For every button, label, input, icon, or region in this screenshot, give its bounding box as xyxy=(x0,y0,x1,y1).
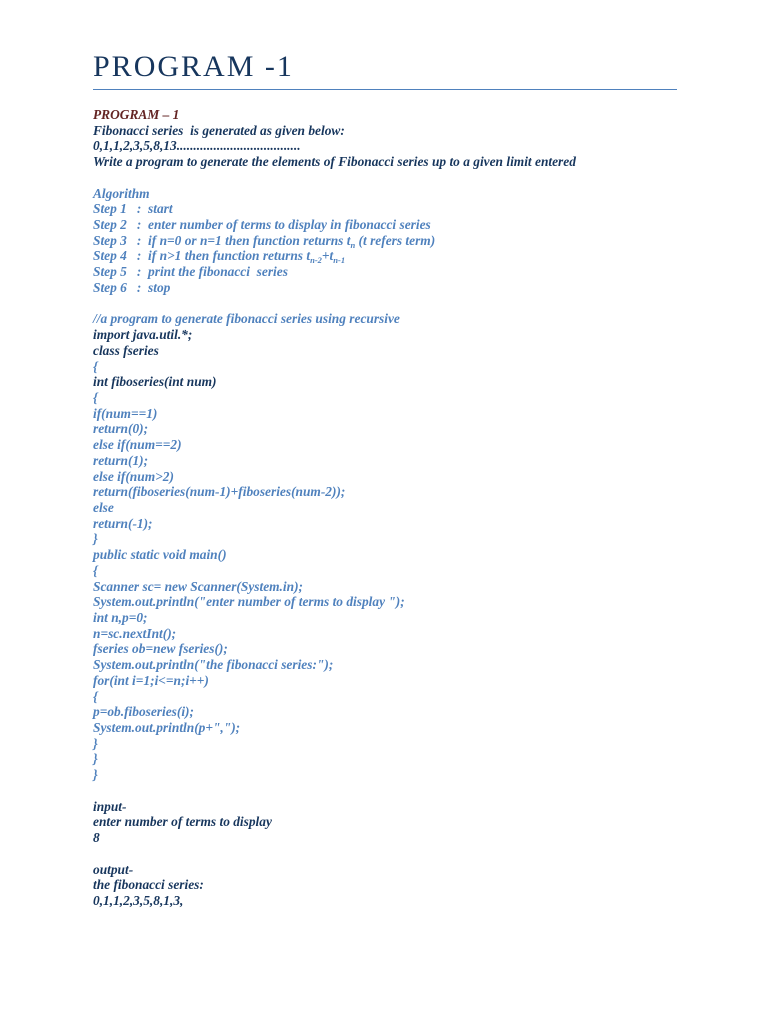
step-4-subscript-2: n-1 xyxy=(333,255,346,266)
algorithm-title: Algorithm xyxy=(93,185,150,201)
program-title: PROGRAM – 1 xyxy=(93,107,180,122)
step-3-subscript: n xyxy=(350,239,356,250)
step-4-plus: +t xyxy=(321,248,334,264)
code-line: return(1); xyxy=(93,452,149,468)
spacer xyxy=(93,296,693,312)
code-line: fseries ob=new fseries(); xyxy=(93,641,228,657)
spacer xyxy=(93,170,693,186)
step-4-text: Step 4 : if n>1 then function returns t xyxy=(93,248,311,264)
code-line: System.out.println("the fibonacci series:"); xyxy=(93,657,334,673)
code-line: } xyxy=(93,751,98,767)
algorithm-step-1: Step 1 : start xyxy=(93,201,173,217)
output-label: output- xyxy=(93,861,134,877)
spacer xyxy=(93,846,693,862)
algorithm-step-5: Step 5 : print the fibonacci series xyxy=(93,264,288,280)
code-line: class fseries xyxy=(93,342,159,358)
code-line: return(fiboseries(num-1)+fiboseries(num-2)); xyxy=(93,484,346,500)
problem-statement: Write a program to generate the elements of Fibonacci series up to a given limit entered xyxy=(93,154,576,170)
output-heading: the fibonacci series: xyxy=(93,877,204,893)
code-line: n=sc.nextInt(); xyxy=(93,625,177,641)
step-3-tail: (t refers term) xyxy=(355,232,436,248)
code-line: for(int i=1;i<=n;i++) xyxy=(93,672,209,688)
code-line: else if(num>2) xyxy=(93,468,174,484)
code-line: int fiboseries(int num) xyxy=(93,374,217,390)
code-line: if(num==1) xyxy=(93,405,158,421)
code-line: return(0); xyxy=(93,421,149,437)
step-4-subscript-1: n-2 xyxy=(310,255,322,266)
page-heading: PROGRAM -1 xyxy=(93,50,294,83)
series-example: 0,1,1,2,3,5,8,13..................................... xyxy=(93,138,301,154)
code-line: int n,p=0; xyxy=(93,610,148,625)
intro-line: Fibonacci series is generated as given below: xyxy=(93,122,345,138)
output-values: 0,1,1,2,3,5,8,1,3, xyxy=(93,892,184,908)
code-line: } xyxy=(93,735,98,751)
input-value: 8 xyxy=(93,830,100,846)
code-line: import java.util.*; xyxy=(93,327,193,343)
code-line: p=ob.fiboseries(i); xyxy=(93,704,194,720)
document-body xyxy=(93,107,693,909)
code-line: { xyxy=(93,389,98,405)
code-line: { xyxy=(93,562,98,578)
code-comment: //a program to generate fibonacci series using recursive xyxy=(93,311,400,327)
code-line: } xyxy=(93,767,98,783)
step-3-text: Step 3 : if n=0 or n=1 then function returns t xyxy=(93,232,351,248)
spacer xyxy=(93,783,693,799)
code-line: { xyxy=(93,358,98,374)
algorithm-step-3 xyxy=(93,233,693,249)
code-line: public static void main() xyxy=(93,547,227,563)
code-line: { xyxy=(93,688,98,704)
code-line: return(-1); xyxy=(93,515,153,531)
input-label: input- xyxy=(93,798,127,814)
algorithm-step-2: Step 2 : enter number of terms to display in fibonacci series xyxy=(93,217,431,233)
algorithm-step-6: Step 6 : stop xyxy=(93,279,171,295)
algorithm-step-4 xyxy=(93,248,693,264)
code-line: else xyxy=(93,499,114,515)
input-prompt: enter number of terms to display xyxy=(93,814,272,830)
code-line: } xyxy=(93,531,98,547)
code-line: System.out.println(p+","); xyxy=(93,720,241,736)
heading-divider xyxy=(93,89,677,90)
code-line: else if(num==2) xyxy=(93,437,182,453)
code-line: Scanner sc= new Scanner(System.in); xyxy=(93,578,303,594)
code-line: System.out.println("enter number of terms to display "); xyxy=(93,594,405,610)
